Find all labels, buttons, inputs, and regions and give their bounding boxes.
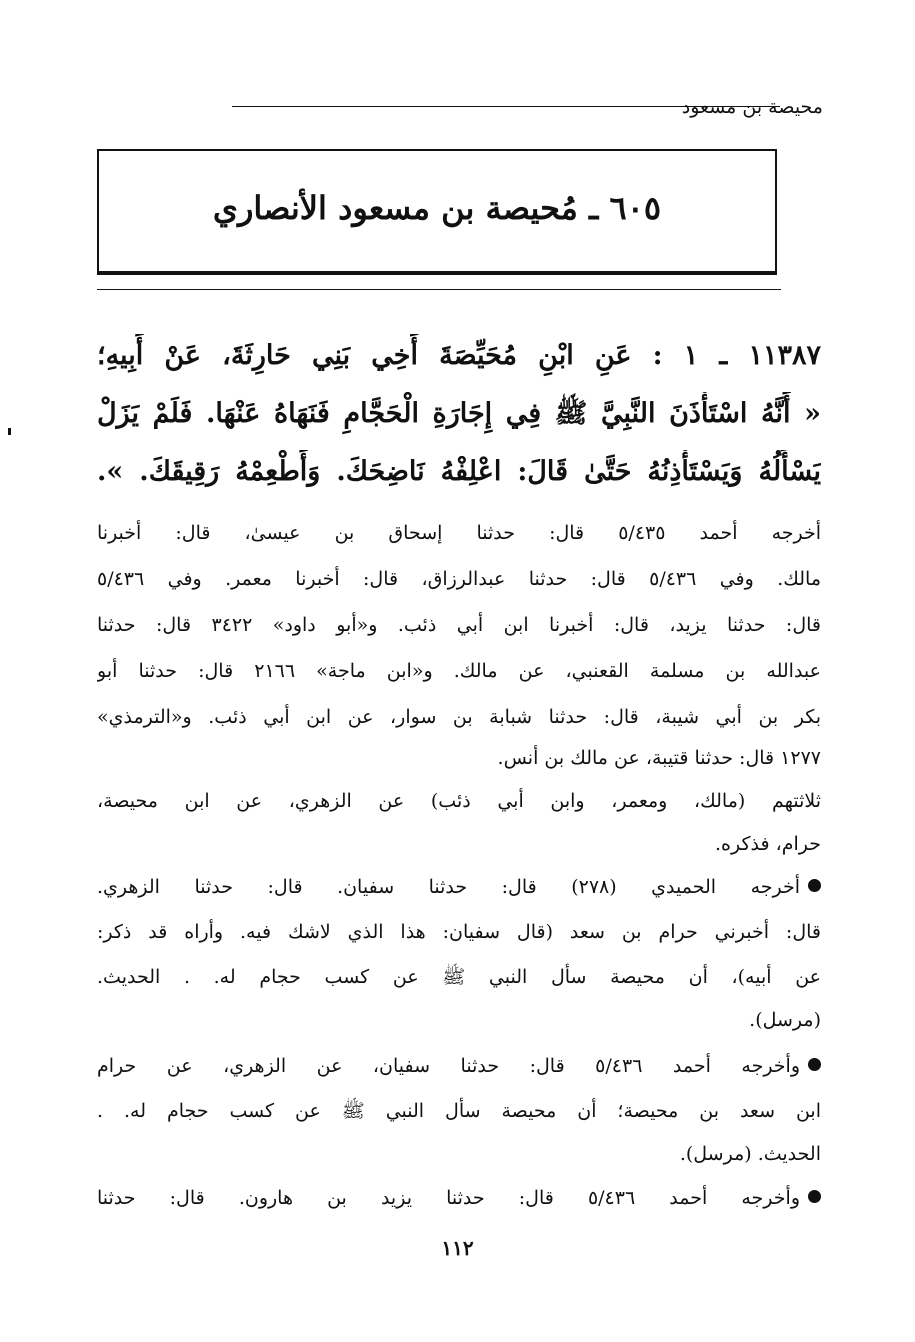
commentary-line: [97, 872, 821, 902]
hadith-line: ١١٣٨٧ ـ ١ : عَنِ ابْنِ مُحَيِّصَةَ أَخِي بَنِي حَارِثَةَ، عَنْ أَبِيهِ؛: [97, 340, 821, 371]
commentary-text: أخرجه الحميدي (٢٧٨) قال: حدثنا سفيان. قال: حدثنا الزهري.: [97, 876, 801, 898]
commentary-line: قال: أخبرني حرام بن سعد (قال سفيان: هذا الذي لاشك فيه. وأراه قد ذكر:: [97, 921, 821, 943]
entry-title: ٦٠٥ ـ مُحيصة بن مسعود الأنصاري: [212, 189, 662, 227]
commentary-line: عن أبيه)، أن محيصة سأل النبي ﷺ عن كسب حجام له. . الحديث.: [97, 966, 821, 988]
header-rule: [232, 106, 780, 107]
commentary-line: أخرجه أحمد ٥/٤٣٥ قال: حدثنا إسحاق بن عيسىٰ، قال: أخبرنا: [97, 522, 821, 544]
hadith-line: يَسْأَلُهُ وَيَسْتَأْذِنُهُ حَتَّىٰ قَالَ: اعْلِفْهُ نَاضِحَكَ. وَأَطْعِمْهُ رَقِيقَكَ. ».: [97, 456, 821, 487]
commentary-line: ابن سعد بن محيصة؛ أن محيصة سأل النبي ﷺ عن كسب حجام له. .: [97, 1100, 821, 1122]
commentary-text: وأخرجه أحمد ٥/٤٣٦ قال: حدثنا سفيان، عن الزهري، عن حرام: [97, 1055, 800, 1077]
title-box: [97, 149, 777, 273]
commentary-line: (مرسل).: [749, 1009, 821, 1031]
commentary-line: [97, 1051, 821, 1081]
title-underline-rule: [97, 289, 781, 290]
page-number: ١١٢: [441, 1236, 474, 1260]
commentary-line: عبدالله بن مسلمة القعنبي، عن مالك. و«ابن ماجة» ٢١٦٦ قال: حدثنا أبو: [97, 660, 821, 682]
commentary-line: ثلاثتهم (مالك، ومعمر، وابن أبي ذئب) عن الزهري، عن ابن محيصة،: [97, 790, 821, 812]
commentary-line: مالك. وفي ٥/٤٣٦ قال: حدثنا عبدالرزاق، قال: أخبرنا معمر. وفي ٥/٤٣٦: [97, 568, 821, 590]
commentary-text: وأخرجه أحمد ٥/٤٣٦ قال: حدثنا يزيد بن هارون. قال: حدثنا: [97, 1187, 800, 1209]
commentary-line: بكر بن أبي شيبة، قال: حدثنا شبابة بن سوار، عن ابن أبي ذئب. و«الترمذي»: [97, 706, 821, 728]
commentary-line: [97, 1183, 821, 1213]
commentary-line: حرام، فذكره.: [714, 833, 821, 855]
margin-mark: [8, 428, 11, 435]
hadith-line: « أَنَّهُ اسْتَأْذَنَ النَّبِيَّ ﷺ فِي إِجَارَةِ الْحَجَّامِ فَنَهَاهُ عَنْهَا. فَلَمْ يَزَلْ: [97, 398, 821, 429]
bullet-icon: [808, 1058, 821, 1071]
commentary-line: الحديث. (مرسل).: [679, 1143, 821, 1165]
bullet-icon: [808, 1190, 821, 1203]
commentary-line: ١٢٧٧ قال: حدثنا قتيبة، عن مالك بن أنس.: [497, 747, 821, 769]
running-header: محيصة بن مسعود: [681, 96, 823, 118]
commentary-line: قال: حدثنا يزيد، قال: أخبرنا ابن أبي ذئب. و«أبو داود» ٣٤٢٢ قال: حدثنا: [97, 614, 821, 636]
bullet-icon: [808, 879, 821, 892]
